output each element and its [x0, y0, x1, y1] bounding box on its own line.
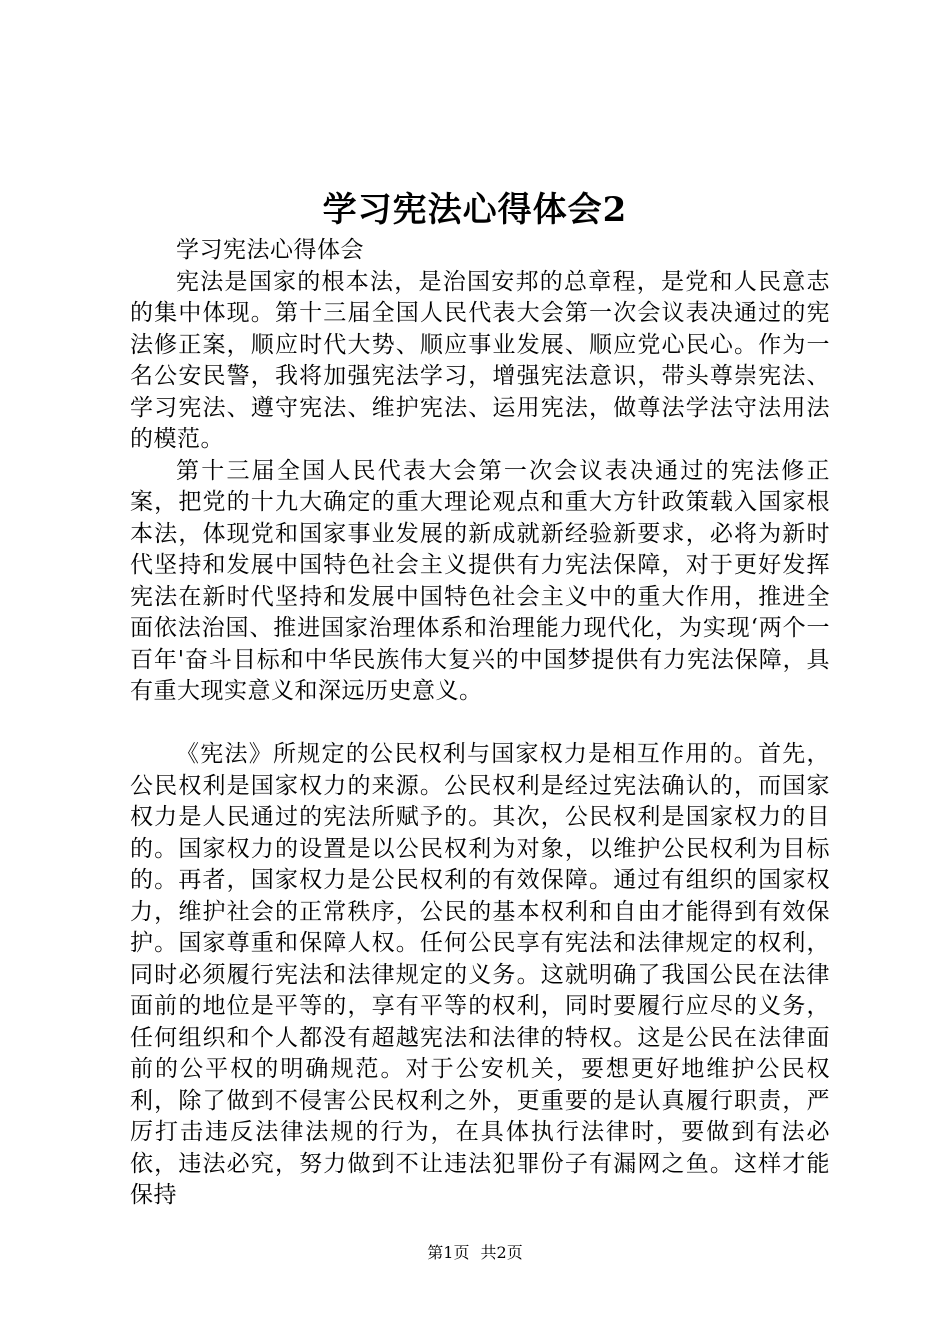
document-body [130, 235, 830, 1212]
document-subtitle: 学习宪法心得体会 [176, 237, 364, 263]
document-title: 学习宪法心得体会2 [322, 190, 628, 230]
page-number: 第1页 [427, 1243, 470, 1262]
page-total: 共2页 [480, 1243, 523, 1262]
paragraph-spacer [130, 708, 830, 740]
page-footer [0, 1242, 950, 1264]
paragraph-3: 《宪法》所规定的公民权利与国家权力是相互作用的。首先，公民权利是国家权力的来源。公民权利是经过宪法确认的，而国家权力是人民通过的宪法所赋予的。其次，公民权利是国家权力的目的。国家权力的设置是以公民权利为对象，以维护公民权利为目标的。再者，国家权力是公民权利的有效保障。通过有组织的国家权力，维护社会的正常秩序，公民的基本权利和自由才能得到有效保护。国家尊重和保障人权。任何公民享有宪法和法律规定的权利，同时必须履行宪法和法律规定的义务。这就明确了我国公民在法律面前的地位是平等的，享有平等的权利，同时要履行应尽的义务，任何组织和个人都没有超越宪法和法律的特权。这是公民在法律面前的公平权的明确规范。对于公安机关，要想更好地维护公民权利，除了做到不侵害公民权利之外，更重要的是认真履行职责，严厉打击违反法律法规的行为，在具体执行法律时，要做到有法必依，违法必究，努力做到不让违法犯罪份子有漏网之鱼。这样才能保持 [130, 741, 830, 1208]
paragraph-2: 第十三届全国人民代表大会第一次会议表决通过的宪法修正案，把党的十九大确定的重大理论观点和重大方针政策载入国家根本法，体现党和国家事业发展的新成就新经验新要求，必将为新时代坚持和发展中国特色社会主义提供有力宪法保障，对于更好发挥宪法在新时代坚持和发展中国特色社会主义中的重大作用，推进全面依法治国、推进国家治理体系和治理能力现代化，为实现‘两个一百年'奋斗目标和中华民族伟大复兴的中国梦提供有力宪法保障，具有重大现实意义和深远历史意义。 [130, 457, 830, 704]
paragraph-1: 宪法是国家的根本法，是治国安邦的总章程，是党和人民意志的集中体现。第十三届全国人民代表大会第一次会议表决通过的宪法修正案，顺应时代大势、顺应事业发展、顺应党心民心。作为一名公安民警，我将加强宪法学习，增强宪法意识，带头尊崇宪法、学习宪法、遵守宪法、维护宪法、运用宪法，做尊法学法守法用法的模范。 [130, 268, 830, 452]
